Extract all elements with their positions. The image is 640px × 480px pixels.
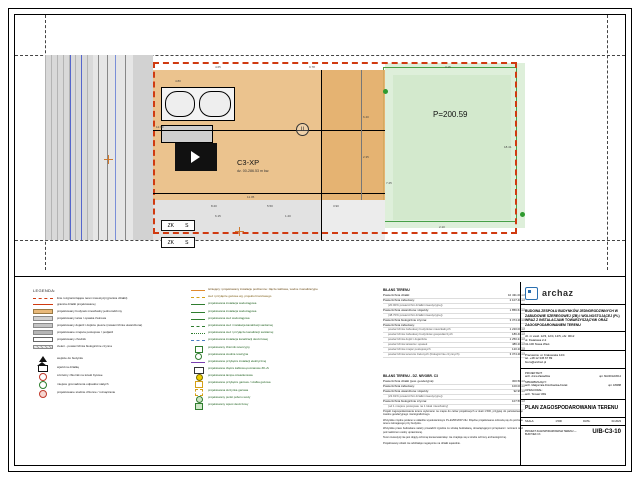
legend-utility-label: projektowana skrzynka gazowa [208, 387, 249, 392]
legend-item [33, 337, 193, 342]
gas-box-icon [191, 389, 205, 394]
legend-swatch-terrace [33, 316, 53, 321]
storm-line-icon [191, 338, 205, 343]
table-cell-value: 1 250.24 m² [509, 337, 525, 342]
legend-item [33, 297, 193, 300]
legend-utility-label: projektowany wpust deszczowy [208, 402, 249, 406]
legend-utility-item [191, 288, 376, 293]
internal-division-line [153, 130, 385, 131]
zk-box [161, 237, 195, 248]
legend-utility-label: projektowana studnia rewizyjna [208, 351, 249, 356]
legend-utility-label: projektowana sieć / przyłącze kanalizacji sanitarnej [208, 330, 274, 335]
person-row [525, 393, 621, 396]
waste-circle-icon [33, 381, 53, 387]
office-line: biuro@archaz.pl [525, 360, 547, 365]
date-value: 03.2023 [611, 419, 621, 423]
legend-item-label: projektowane miejsca postojowe / podjazd [57, 329, 114, 334]
table-cell-value: 10 431.00 m² [507, 293, 525, 297]
grid-line-vertical [607, 15, 608, 270]
survey-cross-icon [235, 227, 244, 236]
title-block [520, 282, 625, 466]
legend-item-label: projektowany taras / opaska żwirowa [57, 315, 107, 320]
electric-line-icon [191, 360, 205, 365]
legend-item [33, 390, 193, 396]
utility-line-icon [191, 288, 205, 293]
legend-utility-item [191, 346, 376, 351]
note-paragraph: Wszystkie rzędne podano w układzie wysokościowym PL-EVRF2007-NH. Rzędne projektowane odnoszą się do poziomu terenu istniejącego przy budynku. [383, 418, 523, 426]
legend-item-label: wjazd na działkę [57, 364, 80, 369]
person-name: arch. Tomasz Wilk [525, 392, 546, 396]
legend-item [33, 303, 193, 306]
entrance-arrow-icon [191, 151, 200, 163]
legend-item [33, 323, 193, 328]
legend-swatch-building [33, 309, 53, 314]
legend-item-label: projektowany dojazd i dojście piesze (nawierzchnia utwardzona) [57, 322, 143, 327]
gully-icon [191, 403, 205, 408]
legend-utility-label: projektowana instalacja wodociągowa [208, 301, 257, 306]
legend-swatch-boundary [33, 298, 53, 299]
table-cell-key: Powierzchnia zabudowy: [383, 297, 415, 302]
zk-box-left-label: ZK [167, 239, 174, 246]
legend-utility-label: projektowana sieć i instalacja kanalizacji sanitarnej [208, 322, 273, 327]
table-cell-key: Powierzchnia utwardzona i dojazdy: [383, 307, 429, 312]
table-cell-value: 100.00 m² [511, 383, 525, 388]
person-role: SPRAWDZAJĄCY: [525, 380, 547, 384]
legend [33, 288, 193, 399]
legend-swatch-parking [33, 330, 53, 335]
legend-utility-item [191, 360, 376, 365]
table-cell-key: Powierzchnia zabudowy: [383, 383, 415, 388]
car-symbol [199, 91, 231, 117]
note-paragraph: Wszystkie prace budowlane należy prowadzić zgodnie ze sztuką budowlaną, obowiązującymi przepisami i normami oraz pod nadzorem osoby uprawnionej. [383, 427, 523, 434]
scale-value: 1:500 [555, 419, 562, 423]
address-line: 41-100 Nowa Wieś [525, 341, 550, 346]
retention-tank-icon [191, 346, 205, 351]
internal-division-line [361, 70, 362, 200]
internal-division-line [153, 193, 385, 194]
car-symbol [165, 91, 195, 117]
legend-utility-label: projektowane przyłącze gazowe / szafka gazowa [208, 380, 271, 385]
table-cell-value: 186.40 m² [511, 332, 525, 337]
note-paragraph: Projektowany obiekt nie oddziałuje negatywnie na działki sąsiednie. [383, 441, 461, 445]
table-cell-key: Powierzchnia biologicznie czynna: [383, 317, 427, 322]
dimension-text: 4.80 [175, 79, 181, 83]
legend-title: LEGENDA: [33, 288, 56, 293]
zk-box [161, 220, 195, 231]
dimension-text: 3.15 [445, 65, 451, 69]
legend-utility-item [191, 295, 376, 300]
legend-item-label: wejście do budynku [57, 355, 84, 360]
legend-item [33, 364, 193, 370]
dimension-text: 2.35 [363, 155, 369, 159]
dimension-text: 2.10 [439, 225, 445, 229]
legend-utility-label: projektowany punkt poboru wody [208, 394, 251, 399]
table-cell-value: 3 374.28 m² [509, 317, 525, 322]
soakaway-circle-icon [33, 390, 53, 396]
table-cell-value: 1 220.00 m² [509, 327, 525, 332]
legend-utility-label: projektowane przyłącze instalacji elektrycznej [208, 358, 267, 363]
legend-utility-item [191, 403, 376, 408]
person-name: arch. Małgorzata Drozdowska-Kozak [525, 384, 568, 388]
legend-item [33, 330, 193, 335]
table-cell-key: (20.00% powierzchni działki inwestycyjnej) [388, 302, 443, 307]
investment-address [521, 332, 625, 350]
plot-division-line [98, 55, 99, 240]
site-balance-table-1 [383, 288, 525, 358]
plot-label: C3-XP [237, 158, 260, 167]
legend-item [33, 381, 193, 387]
legend-item [33, 309, 193, 314]
zk-box-right-label: S [185, 222, 189, 229]
date-label: DATA: [583, 419, 591, 423]
table-cell-value: 1 856.64 m² [509, 307, 525, 312]
scale-row [521, 418, 625, 426]
table-cell-key: Powierzchnia działki: [383, 293, 410, 297]
water-point-icon [191, 396, 205, 401]
gas-cabinet-icon [191, 381, 205, 386]
people-table [521, 369, 625, 400]
legend-utility-label: sieć i przyłącze gazowe wg. projektu branżowego [208, 294, 272, 299]
table-cell-value: 2 107.40 m² [509, 297, 525, 302]
survey-cross-icon [104, 155, 113, 164]
legend-item-label: zieleń - powierzchnia biologicznie czynna [57, 344, 112, 349]
utility-line-blue [81, 55, 82, 240]
legend-utility-item [191, 317, 376, 322]
table-row [383, 353, 525, 358]
legend-item [33, 373, 193, 379]
dimension-text: 18.41 [504, 145, 512, 149]
legend-item [33, 316, 193, 321]
zk-box-left-label: ZK [167, 222, 174, 229]
site-plan-drawing [15, 15, 625, 270]
legend-swatch-greenery [33, 345, 53, 350]
manhole-icon [191, 353, 205, 358]
legend-utilities [191, 288, 376, 410]
utility-line-blue [115, 55, 116, 240]
company-name: archaz [542, 288, 574, 298]
legend-utility-item [191, 396, 376, 401]
person-name: arch. Anna Zawadzka [525, 375, 550, 379]
table-cell-key: powierzchnia dojść i dojazdów [388, 337, 427, 342]
table-cell-key: (22.91% powierzchni działki inwestycyjnej) [388, 393, 443, 398]
verge-strip [133, 55, 153, 240]
dimension-text: 7.25 [386, 181, 392, 185]
dimension-text: 4.65 [215, 65, 221, 69]
dimension-text: 11.05 [247, 195, 255, 199]
dimension-text: 8.20 [211, 204, 217, 208]
address-line: ul. Kwiatowa 2-2 [525, 338, 547, 343]
scale-label: SKALA: [525, 419, 535, 423]
section-divider [15, 276, 625, 277]
legend-utility-label: projektowana instalacja wodociągowa [208, 308, 257, 313]
plot-area-note: dz. 00-286.53 m kw. [237, 169, 270, 173]
legend-utility-label: projektowana instalacja kanalizacji deszczowej [208, 337, 268, 342]
person-role: PROJEKTANT: [525, 371, 543, 375]
terrace-area [161, 125, 213, 143]
table-cell-key: powierzchnia miejsc postojowych [388, 347, 431, 352]
plot-division-line [107, 55, 108, 240]
dimension-text: 9.78 [309, 65, 315, 69]
table-heading: BILANS TERENU - DZ. NR/OBR. C3 [383, 374, 438, 378]
legend-utility-label: projektowany zbiornik retencyjny [208, 344, 250, 349]
legend-item-label: projektowany chodnik [57, 336, 86, 341]
table-row [383, 405, 525, 410]
table-cell-key: Powierzchnia zabudowy: [383, 322, 415, 327]
table-cell-value: 300.58 m² [511, 379, 525, 383]
table-cell-key: Powierzchnia działki (pow. geodezyjna): [383, 379, 435, 383]
office-line: tel. +48 12 345 67 89 [525, 356, 553, 361]
utility-line-blue [70, 55, 71, 240]
legend-item-label: projektowane studnie chłonne / rozsączanie [57, 390, 116, 395]
note-paragraph: Projekt zagospodarowania terenu wykonano na mapie do celów projektowych w skali 1:500, przyjętej do państwowego zasobu geodezyjnego i kartograficznego. [383, 410, 523, 417]
zk-cabinet-icon [191, 367, 205, 372]
investment-title: BUDOWA ZESPOŁU BUDYNKÓW JEDNORODZINNYCH W ZABUDOWIE SZEREGOWEJ (ZB) I WOLNOSTOJĄCEJ (PL) WRAZ Z INSTALACJAMI TOWARZYSZĄCYMI ORAZ ZAGOSPODAROWANIEM TERENU [521, 305, 625, 332]
dimension-text: 6.15 [215, 214, 221, 218]
drawing-title: PLAN ZAGOSPODAROWANIA TERENU [521, 400, 625, 418]
legend-item-label: projektowany budynek mieszkalny jednorodzinny [57, 308, 123, 313]
table-cell-value: 92.99 m² [513, 388, 525, 393]
sidewalk-strip [93, 55, 133, 240]
table-cell-key: powierzchnia zabudowy budynków mieszkalnych [388, 327, 451, 332]
tank-circle-icon [33, 373, 53, 379]
legend-utility-item [191, 331, 376, 336]
person-role: OPRACOWAŁ: [525, 389, 543, 393]
legend-utility-item [191, 367, 376, 372]
office-address [521, 351, 625, 369]
legend-item [33, 345, 193, 350]
legend-item-label: szczelny zbiornik na ścieki bytowe [57, 373, 103, 378]
dimension-text: 12.60 [156, 125, 164, 129]
table-cell-key: (48.70% powierzchni działki inwestycyjnej) [388, 312, 443, 317]
legend-utility-label: projektowana sieć wodociągowa [208, 315, 250, 320]
internal-division-line [321, 70, 322, 240]
legend-utility-item [191, 338, 376, 343]
legend-swatch-driveway [33, 323, 53, 328]
level-marker: II [296, 123, 309, 136]
legend-utility-item [191, 389, 376, 394]
legend-swatch-pavement [33, 337, 53, 342]
water-line-icon [191, 310, 205, 315]
person-licence: upr. 189/88 [608, 384, 621, 388]
street-hatch [45, 55, 93, 240]
lamp-icon [191, 374, 205, 379]
legend-utility-label: istniejący i projektowany instalacje podziemne: złącze kablowe, wodne i kanalizacyjne [208, 287, 318, 291]
table-cell-value: 3 374.28 m² [509, 352, 525, 357]
table-cell-value: 120.20 m² [511, 347, 525, 352]
site-balance-table-2 [383, 374, 525, 410]
legend-utility-item [191, 381, 376, 386]
sewer-connection-icon [191, 331, 205, 336]
company-brand [521, 282, 625, 305]
utility-point-icon [520, 212, 525, 217]
dimension-text: 5.50 [267, 204, 273, 208]
legend-utility-item [191, 353, 376, 358]
dimension-text: 3.90 [333, 204, 339, 208]
sheet-lower-zone [15, 282, 625, 466]
legend-item-label: granica działki projektowanej [57, 302, 96, 307]
logo-icon [525, 287, 538, 300]
person-licence: upr. MA/0012/2014 [599, 375, 621, 379]
grid-line-horizontal [15, 240, 625, 241]
person-row [525, 384, 621, 387]
office-line: Pracownia: ul. Krakowska 12/4 [525, 352, 565, 357]
address-line: dz. nr ewid. 12/3, 12/4, 12/5, obr. 0012 [525, 334, 575, 339]
utility-point-icon [383, 89, 388, 94]
general-notes [383, 410, 523, 445]
dimension-text: 1.20 [285, 214, 291, 218]
water-main-icon [191, 317, 205, 322]
triangle-icon [33, 356, 53, 362]
water-line-icon [191, 302, 205, 307]
legend-item [33, 356, 193, 362]
area-label: P=200.59 [433, 110, 468, 119]
legend-utility-label: projektowane złącze kablowo-pomiarowe ZK+S [208, 366, 269, 371]
table-cell-value: 107.59 m² [511, 398, 525, 403]
table-cell-key: powierzchnia zabudowy budynków gospodarczych [388, 332, 453, 337]
table-heading: BILANS TERENU [383, 288, 410, 292]
footer-note: PROJEKT ZAGOSPODAROWANIA TERENU — BUDYNEK C3 [525, 430, 577, 437]
sewer-line-icon [191, 324, 205, 329]
legend-utility-label: projektowana lampa oświetleniowa [208, 373, 253, 378]
table-cell-key: Powierzchnia utwardzona i dojazdy: [383, 388, 429, 393]
person-row [525, 375, 621, 378]
house-icon [33, 364, 53, 370]
dimension-text: 6.40 [363, 115, 369, 119]
plot-division-line [125, 55, 126, 240]
zk-box-right-label: S [185, 239, 189, 246]
legend-item-label: linie rozgraniczające teren inwestycji (granica działki) [57, 296, 128, 300]
legend-utility-item [191, 302, 376, 307]
legend-utility-item [191, 324, 376, 329]
table-cell-key: powierzchnia tarasów i opasek [388, 342, 428, 347]
table-cell-value: 486.20 m² [511, 342, 525, 347]
legend-utility-item [191, 374, 376, 379]
sheet-number-row [521, 426, 625, 440]
legend-item-label: miejsce gromadzenia odpadów stałych [57, 381, 109, 386]
gas-line-icon [191, 295, 205, 300]
sheet-number: U/B-C3-10 [592, 428, 621, 435]
legend-swatch-plotline [33, 304, 53, 305]
table-cell-key: (od 1 miejsce postojowe na 1 lokal mieszkalny) [388, 403, 449, 408]
note-paragraph: Teren inwestycji nie jest objęty ochroną konserwatorską i nie znajduje się w strefie ochrony archeologicznej. [383, 436, 507, 440]
table-cell-key: powierzchnia terenów zielonych (biologicznie czynnych) [388, 352, 460, 357]
legend-utility-item [191, 310, 376, 315]
table-cell-key: Powierzchnia biologicznie czynna: [383, 398, 427, 403]
